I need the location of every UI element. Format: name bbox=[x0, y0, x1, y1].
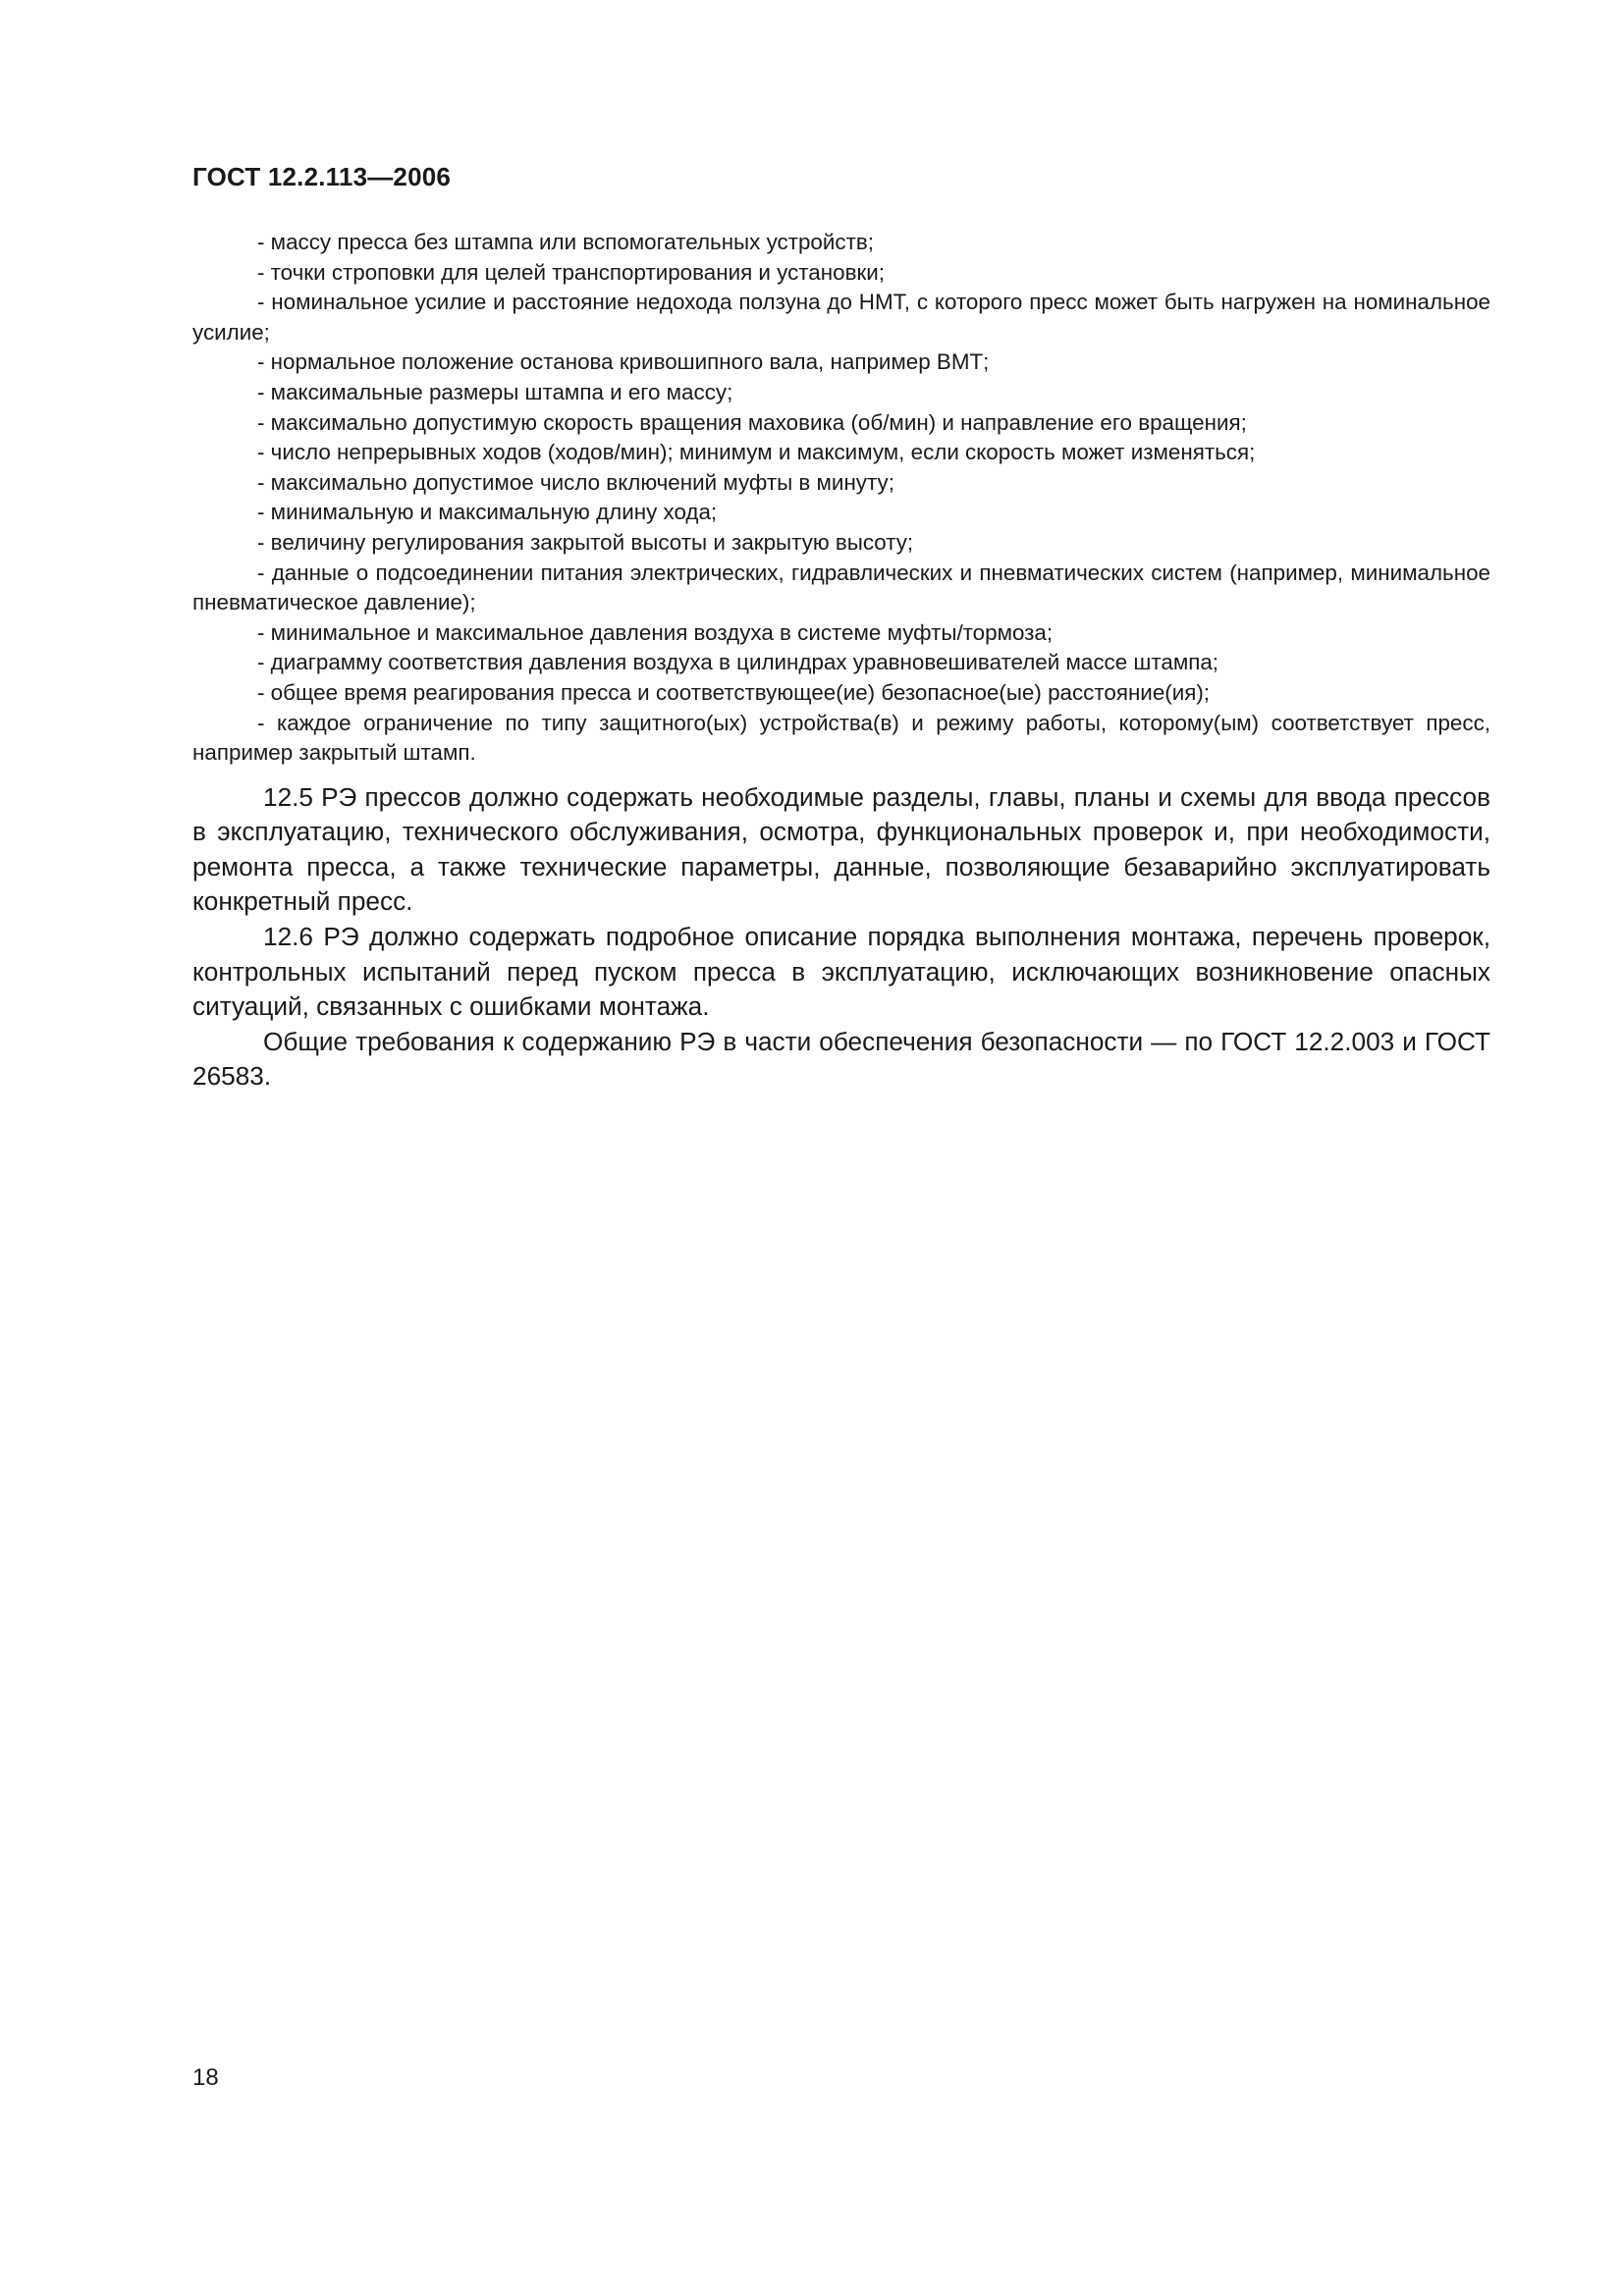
list-item: - диаграмму соответствия давления воздуха в цилиндрах уравновешивателей массе штампа; bbox=[257, 650, 1219, 675]
document-body bbox=[192, 228, 1490, 1095]
list-item: - максимально допустимое число включений муфты в минуту; bbox=[257, 469, 894, 495]
paragraph-12-5: 12.5 РЭ прессов должно содержать необходимые разделы, главы, планы и схемы для ввода прессов в эксплуатацию, технического обслуживания, осмотра, функциональных проверок и, при необходимости, ремонта пресса, а также технические параметры, данные, позволяющие безаварийно эксплуатировать конкретный пресс. bbox=[192, 781, 1490, 917]
list-item: - минимальное и максимальное давления воздуха в системе муфты/тормоза; bbox=[257, 619, 1054, 645]
list-item: - общее время реагирования пресса и соответствующее(ие) безопасное(ые) расстояние(ия); bbox=[257, 679, 1211, 705]
paragraph-general-requirements: Общие требования к содержанию РЭ в части обеспечения безопасности — по ГОСТ 12.2.003 и ГОСТ 26583. bbox=[192, 1026, 1490, 1092]
list-item: - нормальное положение останова кривошипного вала, например ВМТ; bbox=[257, 349, 990, 375]
list-item: - максимально допустимую скорость вращения маховика (об/мин) и направление его вращения; bbox=[257, 409, 1247, 435]
body-paragraphs bbox=[192, 780, 1490, 1095]
list-item: - каждое ограничение по типу защитного(ых) устройства(в) и режиму работы, которому(ым) соответствует пресс, например закрытый штамп. bbox=[192, 710, 1490, 766]
list-item: - величину регулирования закрытой высоты и закрытую высоту; bbox=[257, 529, 914, 555]
requirements-list bbox=[192, 228, 1490, 769]
page-number: 18 bbox=[192, 2064, 219, 2091]
list-item: - данные о подсоединении питания электрических, гидравлических и пневматических систем (например, минимальное пневматическое давление); bbox=[192, 560, 1490, 615]
list-item: - точки строповки для целей транспортирования и установки; bbox=[257, 259, 885, 285]
document-header: ГОСТ 12.2.113—2006 bbox=[192, 162, 452, 191]
list-item: - массу пресса без штампа или вспомогательных устройств; bbox=[257, 230, 874, 254]
list-item: - максимальные размеры штампа и его массу; bbox=[257, 379, 733, 404]
list-item: - номинальное усилие и расстояние недохода ползуна до НМТ, с которого пресс может быть нагружен на номинальное усилие; bbox=[192, 290, 1490, 345]
list-item: - минимальную и максимальную длину хода; bbox=[257, 500, 718, 525]
paragraph-12-6: 12.6 РЭ должно содержать подробное описание порядка выполнения монтажа, перечень проверок, контрольных испытаний перед пуском пресса в эксплуатацию, исключающих возникновение опасных ситуаций, связанных с ошибками монтажа. bbox=[192, 922, 1490, 1022]
list-item: - число непрерывных ходов (ходов/мин); минимум и максимум, если скорость может изменяться; bbox=[257, 440, 1256, 465]
